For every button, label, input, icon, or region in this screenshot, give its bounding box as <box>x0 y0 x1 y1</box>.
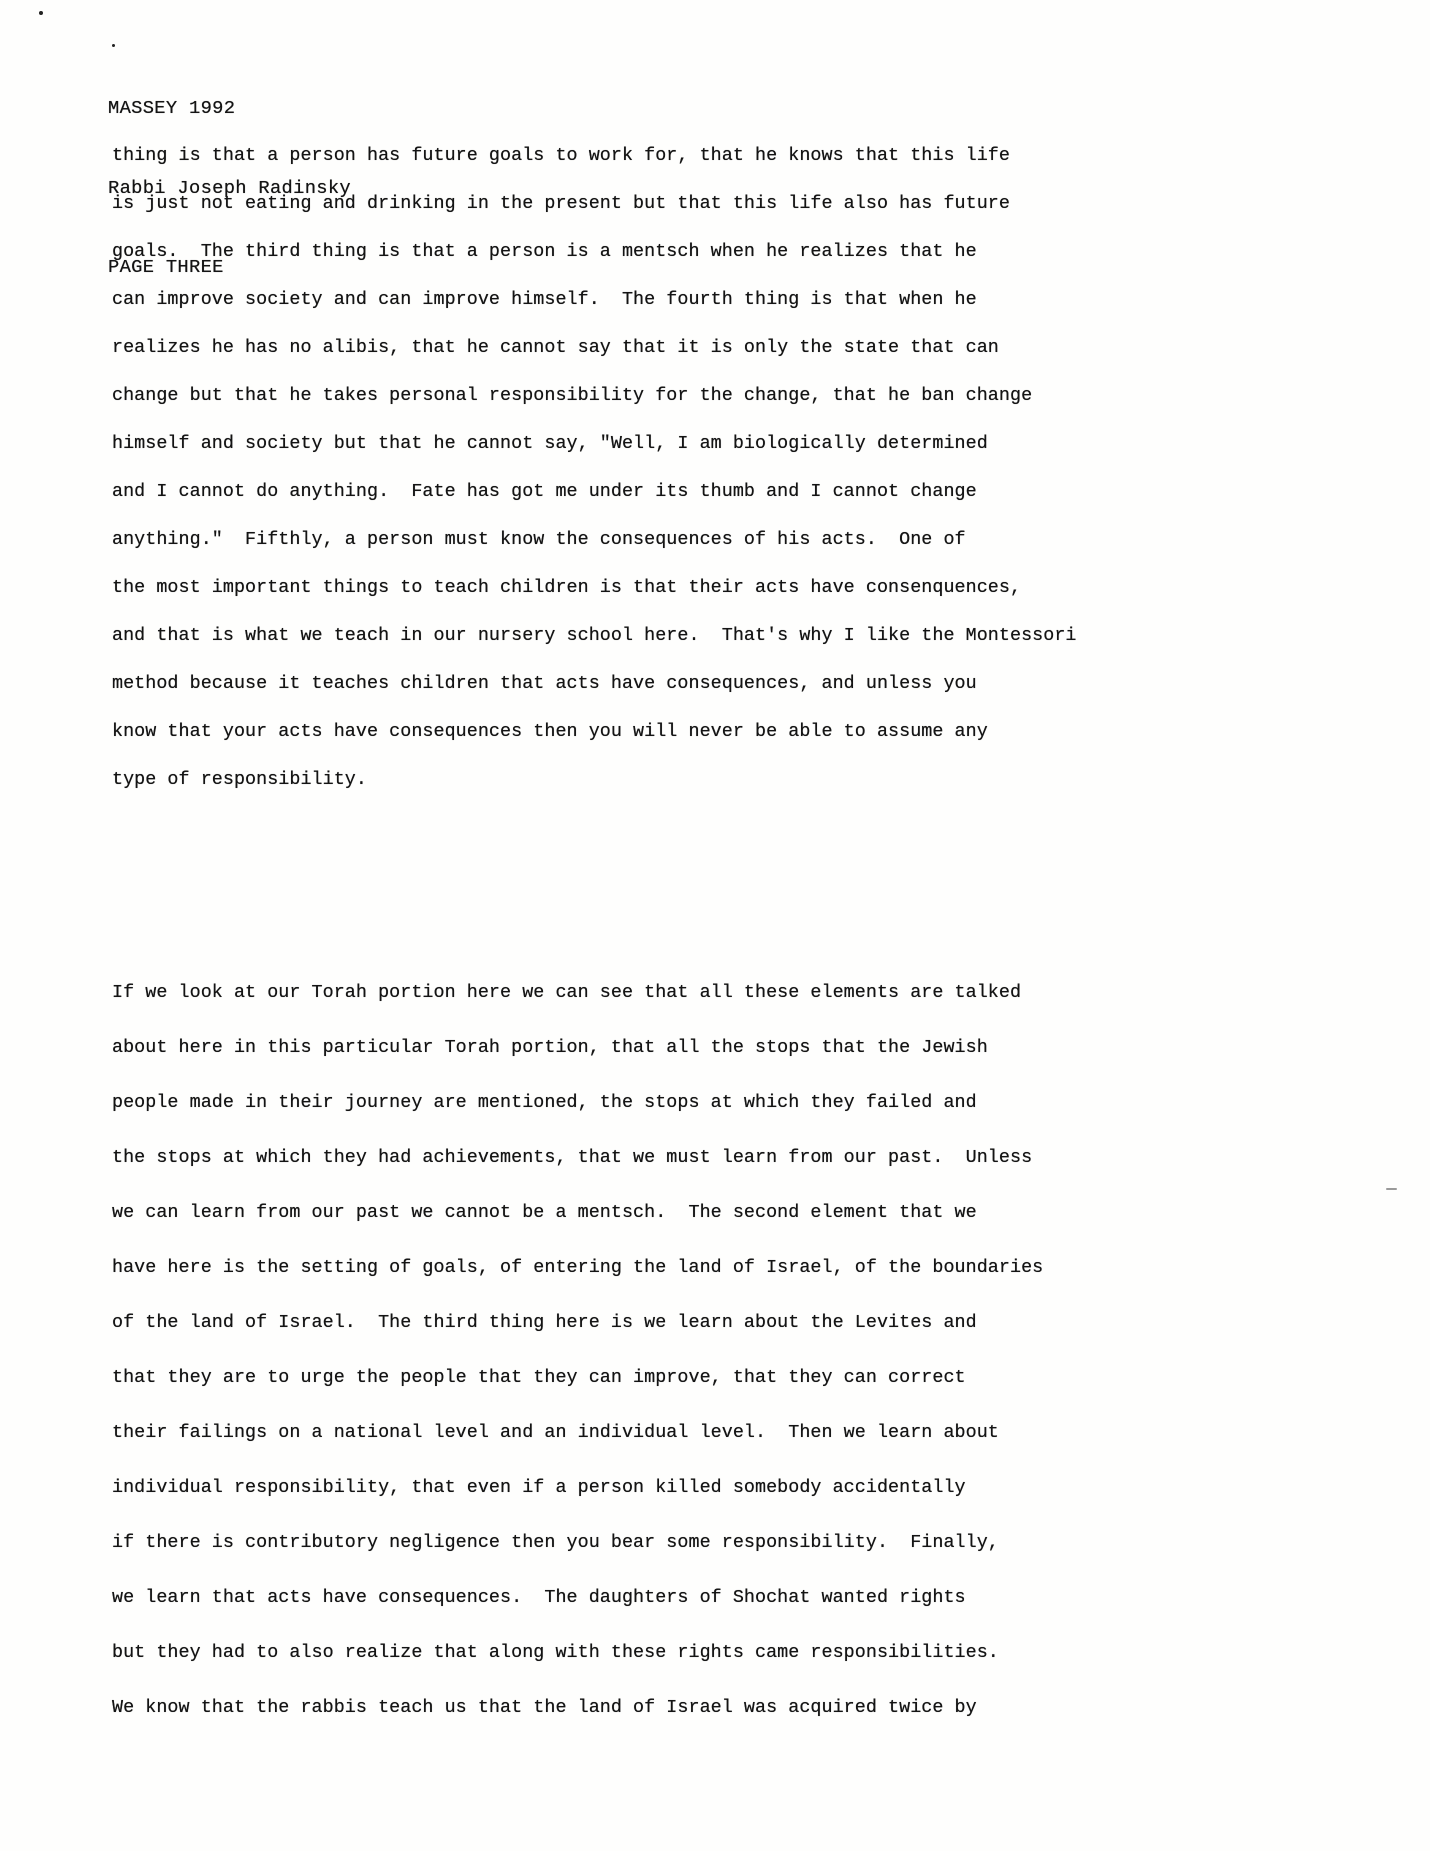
text-line: people made in their journey are mentioned, the stops at which they failed and <box>112 1092 977 1113</box>
scan-artifact-dot <box>39 11 43 15</box>
text-line: realizes he has no alibis, that he cannot say that it is only the state that can <box>112 337 999 358</box>
text-line: method because it teaches children that acts have consequences, and unless you <box>112 673 977 694</box>
paragraph-2 <box>112 965 1043 1735</box>
header-author-line: Rabbi Joseph Radinsky <box>108 176 351 199</box>
text-line: If we look at our Torah portion here we can see that all these elements are talked <box>112 982 1022 1003</box>
text-line: we can learn from our past we cannot be a mentsch. The second element that we <box>112 1202 977 1223</box>
text-line: thing is that a person has future goals to work for, that he knows that this life <box>112 145 1010 166</box>
text-line: the most important things to teach children is that their acts have consenquences, <box>112 577 1022 598</box>
text-line: if there is contributory negligence then you bear some responsibility. Finally, <box>112 1532 999 1553</box>
text-line: about here in this particular Torah portion, that all the stops that the Jewish <box>112 1037 988 1058</box>
text-line: himself and society but that he cannot say, "Well, I am biologically determined <box>112 433 988 454</box>
paragraph-1 <box>112 132 1077 804</box>
text-line: anything." Fifthly, a person must know the consequences of his acts. One of <box>112 529 966 550</box>
text-line: have here is the setting of goals, of entering the land of Israel, of the boundaries <box>112 1257 1044 1278</box>
text-line: and I cannot do anything. Fate has got me under its thumb and I cannot change <box>112 481 977 502</box>
text-line: individual responsibility, that even if a person killed somebody accidentally <box>112 1477 966 1498</box>
text-line: we learn that acts have consequences. The daughters of Shochat wanted rights <box>112 1587 966 1608</box>
text-line: the stops at which they had achievements, that we must learn from our past. Unless <box>112 1147 1033 1168</box>
text-line: type of responsibility. <box>112 769 367 790</box>
text-line: that they are to urge the people that they can improve, that they can correct <box>112 1367 966 1388</box>
text-line: goals. The third thing is that a person is a mentsch when he realizes that he <box>112 241 977 262</box>
scan-artifact-dash <box>1386 1188 1397 1190</box>
text-line: know that your acts have consequences then you will never be able to assume any <box>112 721 988 742</box>
text-line: of the land of Israel. The third thing here is we learn about the Levites and <box>112 1312 977 1333</box>
text-line: and that is what we teach in our nursery school here. That's why I like the Montessori <box>112 625 1077 646</box>
text-line: is just not eating and drinking in the present but that this life also has future <box>112 193 1010 214</box>
text-line: We know that the rabbis teach us that the land of Israel was acquired twice by <box>112 1697 977 1718</box>
header-source-line: MASSEY 1992 <box>108 97 236 119</box>
header-page-label: PAGE THREE <box>108 256 224 278</box>
text-line: their failings on a national level and an individual level. Then we learn about <box>112 1422 999 1443</box>
text-line: change but that he takes personal responsibility for the change, that he ban change <box>112 385 1033 406</box>
text-line: can improve society and can improve himself. The fourth thing is that when he <box>112 289 977 310</box>
text-line: but they had to also realize that along with these rights came responsibilities. <box>112 1642 999 1663</box>
